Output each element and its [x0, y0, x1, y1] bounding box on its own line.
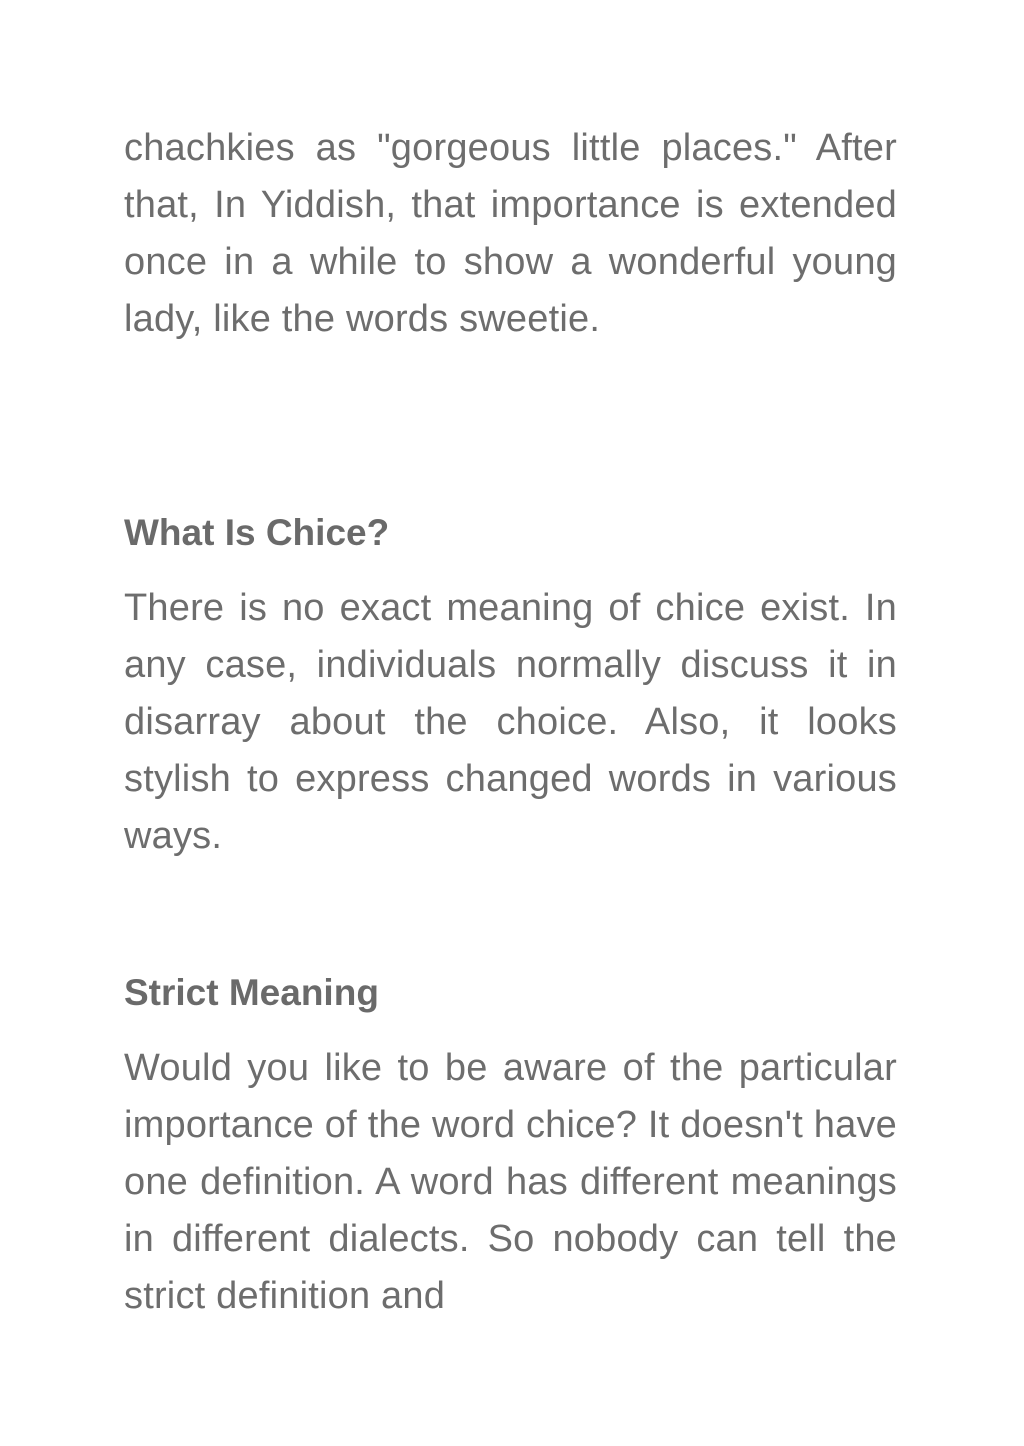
section-heading-what-is-chice: What Is Chice? [124, 512, 390, 553]
section-paragraph-strict-meaning: Would you like to be aware of the particular importance of the word chice? It doesn't have one definition. A word has different meanings in different dialects. So nobody can tell the strict definition and [124, 1047, 897, 1317]
section-heading-strict-meaning: Strict Meaning [124, 972, 379, 1013]
intro-paragraph: chachkies as "gorgeous little places." After that, In Yiddish, that importance is extended once in a while to show a wonderful young lady, like the words sweetie. [124, 127, 897, 340]
section-paragraph-what-is-chice: There is no exact meaning of chice exist. In any case, individuals normally discuss it in disarray about the choice. Also, it looks stylish to express changed words in various ways. [124, 587, 897, 857]
